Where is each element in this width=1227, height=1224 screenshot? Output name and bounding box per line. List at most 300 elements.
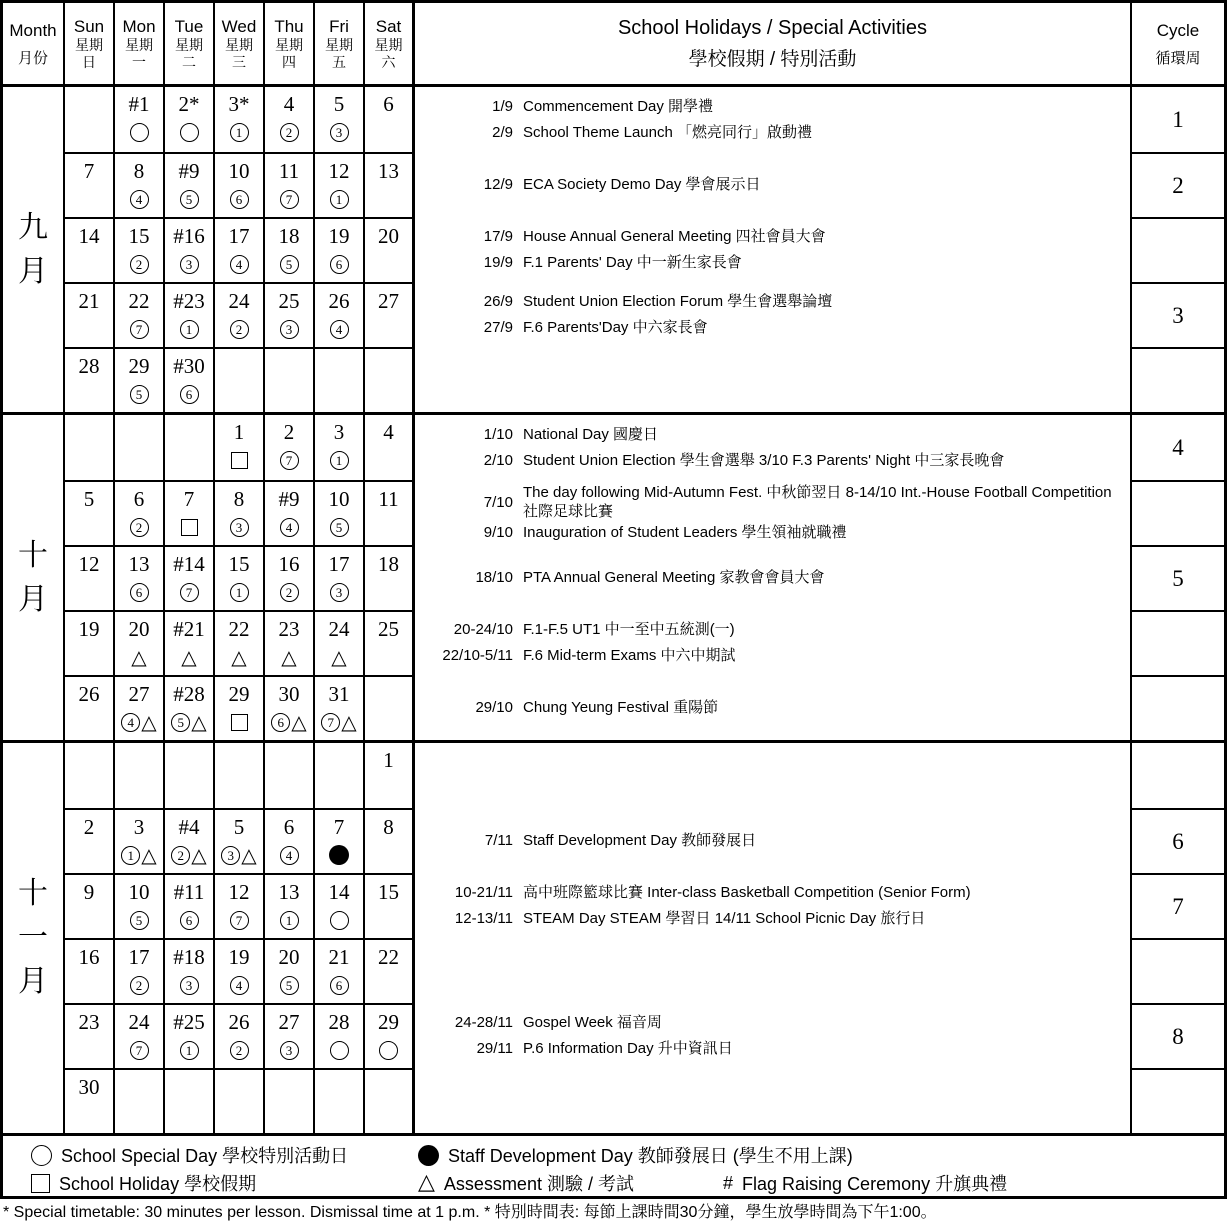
day-cell	[115, 347, 165, 412]
cycle-cell: 5	[1132, 545, 1224, 610]
cycle-cell	[1132, 610, 1224, 675]
circled-number-icon: 3	[180, 976, 199, 995]
day-number: 2	[83, 815, 95, 839]
day-symbols	[330, 316, 349, 342]
day-symbols	[280, 447, 299, 473]
legend	[3, 1133, 1224, 1196]
day-number: 26	[78, 682, 100, 706]
day-cell	[215, 282, 265, 347]
day-cell	[115, 87, 165, 152]
event-date: 26/9	[483, 292, 513, 310]
day-cell	[165, 610, 215, 675]
day-cell	[265, 873, 315, 938]
event-row	[415, 425, 1130, 444]
day-cell	[65, 1003, 115, 1068]
day-symbols	[130, 119, 149, 145]
event-row	[415, 568, 1130, 587]
circled-number-icon: 2	[280, 583, 299, 602]
events-cell	[415, 415, 1132, 740]
day-number: 15	[128, 224, 150, 248]
event-text: Student Union Election 學生會選舉 3/10 F.3 Parents' Night 中三家長晚會	[523, 452, 1005, 470]
day-number: 12	[78, 552, 100, 576]
month-label-char: 月	[18, 965, 48, 998]
square-icon	[181, 519, 198, 536]
day-symbols	[330, 447, 349, 473]
day-symbols	[280, 1037, 299, 1063]
month-column-header	[3, 3, 65, 84]
day-symbols	[130, 907, 149, 933]
day-cell	[215, 938, 265, 1003]
event-date: 29/10	[475, 698, 513, 716]
day-number: 27	[128, 682, 150, 706]
event-text: F.6 Mid-term Exams 中六中期試	[523, 647, 736, 665]
day-header-thu	[265, 3, 315, 84]
day-cell	[315, 545, 365, 610]
day-number: 29	[378, 1010, 399, 1034]
day-header-zh: 星期	[75, 36, 103, 53]
day-symbols	[171, 709, 206, 735]
day-number: 9	[83, 880, 95, 904]
circled-number-icon: 7	[180, 583, 199, 602]
legend-label: School Holiday 學校假期	[59, 1174, 257, 1194]
day-number: 5	[333, 92, 345, 116]
day-cell	[265, 938, 315, 1003]
circled-number-icon: 4	[330, 320, 349, 339]
event-date: 1/10	[483, 425, 513, 443]
day-cell	[65, 282, 115, 347]
day-cell	[265, 545, 315, 610]
day-cell	[65, 610, 115, 675]
legend-school-special-day	[31, 1142, 348, 1168]
cycle-header-zh: 循環周	[1155, 49, 1201, 67]
day-cell	[315, 282, 365, 347]
staff-development-day-icon	[418, 1145, 439, 1166]
day-cell	[365, 808, 415, 873]
day-number: 29	[228, 682, 250, 706]
event-date: 7/11	[484, 831, 513, 849]
day-cell	[65, 873, 115, 938]
day-symbols	[280, 514, 299, 540]
day-symbols	[130, 972, 149, 998]
event-text: 高中班際籃球比賽 Inter-class Basketball Competition (Senior Form)	[523, 883, 971, 901]
day-number: 21	[78, 289, 100, 313]
day-number: 10	[128, 880, 150, 904]
day-number: 24	[128, 1010, 150, 1034]
month-header-en: Month	[9, 20, 57, 40]
day-number: 12	[228, 880, 250, 904]
circled-number-icon: 5	[130, 911, 149, 930]
day-cell	[365, 152, 415, 217]
circled-number-icon: 5	[130, 385, 149, 404]
day-cell	[315, 87, 365, 152]
day-number: 25	[378, 617, 399, 641]
day-number: 7	[333, 815, 345, 839]
event-row	[415, 227, 1130, 246]
legend-label: Staff Development Day 教師發展日 (學生不用上課)	[448, 1146, 853, 1166]
day-number: 6	[383, 92, 394, 116]
circled-number-icon: 1	[230, 583, 249, 602]
day-symbols	[230, 514, 249, 540]
circled-number-icon: 2	[230, 1041, 249, 1060]
circled-number-icon: 1	[180, 320, 199, 339]
day-number: 16	[278, 552, 300, 576]
day-cell	[365, 282, 415, 347]
day-cell	[315, 808, 365, 873]
legend-flag-raising	[723, 1170, 1007, 1196]
day-cell	[215, 545, 265, 610]
day-cell	[215, 675, 265, 740]
day-number: 15	[378, 880, 399, 904]
day-header-wed	[215, 3, 265, 84]
filled-circle-icon	[418, 1145, 439, 1166]
day-number: 18	[278, 224, 300, 248]
event-row	[415, 318, 1130, 337]
day-header-sun	[65, 3, 115, 84]
day-number: 6	[283, 815, 295, 839]
day-number: #23	[173, 289, 205, 313]
day-number: 1	[233, 420, 245, 444]
day-number: 28	[328, 1010, 350, 1034]
events-row-band	[415, 873, 1130, 938]
event-date: 20-24/10	[453, 620, 513, 638]
day-cell	[215, 610, 265, 675]
day-symbols	[130, 316, 149, 342]
day-number: 23	[278, 617, 300, 641]
day-symbols	[230, 316, 249, 342]
event-row	[415, 451, 1130, 470]
day-header-tue	[165, 3, 215, 84]
day-symbols	[181, 644, 196, 670]
day-cell	[65, 938, 115, 1003]
triangle-icon: △	[241, 843, 257, 867]
circled-number-icon: 3	[330, 123, 349, 142]
circled-number-icon: 6	[180, 911, 199, 930]
legend-label: Assessment 測驗 / 考試	[443, 1174, 634, 1194]
day-symbols	[280, 316, 299, 342]
event-date: 17/9	[483, 227, 513, 245]
event-date: 12/9	[483, 175, 513, 193]
circled-number-icon: 4	[121, 713, 140, 732]
event-text: Gospel Week 福音周	[523, 1013, 662, 1031]
triangle-icon: △	[291, 710, 307, 734]
day-symbols	[180, 251, 199, 277]
events-column-header	[415, 3, 1132, 84]
event-text: Inauguration of Student Leaders 學生領袖就職禮	[523, 523, 847, 541]
day-symbols	[130, 1037, 149, 1063]
day-symbols	[131, 644, 146, 670]
day-symbols	[230, 119, 249, 145]
day-symbols	[180, 1037, 199, 1063]
day-symbols	[230, 186, 249, 212]
day-number: 14	[78, 224, 100, 248]
day-number: 17	[228, 224, 250, 248]
day-cell	[165, 87, 215, 152]
day-cell	[65, 1068, 115, 1133]
day-number: 24	[328, 617, 350, 641]
day-cell	[265, 152, 315, 217]
events-cell	[415, 87, 1132, 412]
cycle-cell	[1132, 480, 1224, 545]
circled-number-icon: 1	[330, 451, 349, 470]
day-number: 11	[378, 487, 399, 511]
day-symbols	[230, 907, 249, 933]
day-symbols	[280, 186, 299, 212]
event-text: Student Union Election Forum 學生會選舉論壇	[523, 292, 833, 310]
triangle-icon: △	[418, 1170, 435, 1195]
day-header-zh: 二	[182, 53, 196, 70]
day-cell	[165, 743, 215, 808]
day-header-en: Fri	[329, 16, 349, 36]
day-number: 16	[78, 945, 100, 969]
day-cell	[115, 1068, 165, 1133]
day-symbols	[280, 842, 299, 868]
day-cell	[315, 610, 365, 675]
circled-number-icon: 7	[321, 713, 340, 732]
event-text: School Theme Launch 「燃亮同行」啟動禮	[523, 124, 812, 142]
events-row-band	[415, 347, 1130, 412]
day-symbols	[330, 514, 349, 540]
square-icon	[31, 1174, 50, 1193]
events-row-band	[415, 610, 1130, 675]
day-symbols	[130, 186, 149, 212]
day-symbols	[130, 579, 149, 605]
day-cell	[265, 415, 315, 480]
day-cell	[115, 545, 165, 610]
day-header-en: Tue	[174, 16, 204, 36]
day-symbols	[221, 842, 256, 868]
event-date: 12-13/11	[454, 910, 513, 928]
day-cell	[265, 282, 315, 347]
day-header-fri	[315, 3, 365, 84]
event-row	[415, 909, 1130, 928]
day-symbols	[281, 644, 296, 670]
day-cell	[265, 675, 315, 740]
event-row	[415, 831, 1130, 850]
day-header-zh: 星期	[325, 36, 353, 53]
circled-number-icon: 4	[130, 190, 149, 209]
day-cell	[165, 152, 215, 217]
day-number: #25	[173, 1010, 205, 1034]
day-symbols	[230, 972, 249, 998]
day-cell	[315, 347, 365, 412]
day-cell	[265, 347, 315, 412]
event-text: PTA Annual General Meeting 家教會會員大會	[523, 568, 825, 586]
day-cell	[215, 217, 265, 282]
flag-raising-icon: #	[723, 1172, 734, 1193]
day-number: 24	[228, 289, 250, 313]
day-number: 10	[328, 487, 350, 511]
day-symbols	[330, 972, 349, 998]
events-row-band	[415, 1068, 1130, 1133]
day-cell	[365, 675, 415, 740]
day-number: 15	[228, 552, 250, 576]
day-header-mon	[115, 3, 165, 84]
day-cell	[115, 808, 165, 873]
month-label-char: 月	[18, 254, 48, 288]
circled-number-icon: 7	[280, 451, 299, 470]
day-cell	[215, 743, 265, 808]
day-cell	[65, 152, 115, 217]
circled-number-icon: 6	[330, 976, 349, 995]
event-text: F.1-F.5 UT1 中一至中五統測(一)	[523, 620, 735, 638]
cycle-column-header	[1132, 3, 1224, 84]
day-symbols	[130, 251, 149, 277]
event-text: The day following Mid-Autumn Fest. 中秋節翌日 8-14/10 Int.-House Football Competition 社際足球比賽	[523, 484, 1112, 521]
day-cell	[215, 87, 265, 152]
day-cell	[215, 1003, 265, 1068]
day-symbols	[180, 119, 199, 145]
day-cell	[165, 415, 215, 480]
triangle-icon: △	[341, 710, 357, 734]
day-number: 13	[378, 159, 399, 183]
day-number: 8	[133, 159, 145, 183]
day-number: 6	[133, 487, 145, 511]
events-header-en: School Holidays / Special Activities	[617, 17, 928, 39]
day-cell	[265, 217, 315, 282]
circled-number-icon: 6	[130, 583, 149, 602]
day-number: 19	[228, 945, 250, 969]
event-text: F.6 Parents'Day 中六家長會	[523, 319, 708, 337]
day-symbols	[280, 251, 299, 277]
triangle-icon: △	[281, 645, 297, 669]
month-label-char: 月	[18, 582, 48, 616]
day-cell	[165, 1068, 215, 1133]
event-date: 1/9	[492, 97, 513, 115]
day-number: 4	[283, 92, 295, 116]
day-cell	[315, 938, 365, 1003]
day-cell	[115, 282, 165, 347]
calendar-body	[3, 87, 1224, 1133]
day-number: 7	[183, 487, 195, 511]
event-text: House Annual General Meeting 四社會員大會	[523, 227, 826, 245]
day-header-zh: 日	[82, 53, 96, 70]
events-row-band	[415, 282, 1130, 347]
legend-label: Flag Raising Ceremony 升旗典禮	[742, 1174, 1008, 1194]
circled-number-icon: 6	[180, 385, 199, 404]
day-number: 13	[128, 552, 150, 576]
day-number: 30	[278, 682, 300, 706]
circled-number-icon: 6	[230, 190, 249, 209]
event-date: 27/9	[483, 319, 513, 337]
circled-number-icon: 7	[230, 911, 249, 930]
day-symbols	[180, 316, 199, 342]
day-cell	[365, 415, 415, 480]
circled-number-icon: 5	[171, 713, 190, 732]
day-cell	[65, 415, 115, 480]
day-number: 27	[278, 1010, 300, 1034]
cycle-header-en: Cycle	[1156, 20, 1200, 40]
day-symbols	[379, 1037, 398, 1063]
circled-number-icon: 7	[130, 320, 149, 339]
cycle-cell: 4	[1172, 434, 1184, 460]
day-number: 2*	[178, 92, 200, 116]
event-date: 10-21/11	[454, 883, 513, 901]
day-cell	[165, 217, 215, 282]
day-cell	[315, 1003, 365, 1068]
day-number: 30	[78, 1075, 100, 1099]
event-row	[415, 1013, 1130, 1032]
events-header-zh: 學校假期 / 特別活動	[688, 49, 857, 70]
day-symbols	[121, 709, 156, 735]
circled-number-icon: 4	[280, 518, 299, 537]
square-icon	[231, 452, 248, 469]
day-cell	[365, 743, 415, 808]
day-number: 1	[383, 748, 394, 772]
day-cell	[165, 873, 215, 938]
day-number: 17	[128, 945, 150, 969]
event-date: 22/10-5/11	[442, 647, 513, 665]
day-symbols	[330, 251, 349, 277]
day-number: 8	[233, 487, 245, 511]
events-row-band	[415, 415, 1130, 480]
event-date: 9/10	[483, 523, 513, 541]
day-symbols	[180, 972, 199, 998]
month-label-char: 十	[18, 538, 48, 572]
day-cell	[215, 347, 265, 412]
event-row	[415, 523, 1130, 542]
day-number: 17	[328, 552, 350, 576]
day-header-zh: 六	[381, 53, 396, 70]
day-cell	[365, 87, 415, 152]
circled-number-icon: 1	[280, 911, 299, 930]
day-number: #18	[173, 945, 205, 969]
circle-icon	[379, 1041, 398, 1060]
calendar-header-row	[3, 3, 1224, 87]
cycle-cell: 1	[1172, 106, 1184, 132]
day-symbols	[231, 644, 246, 670]
day-number: 10	[228, 159, 250, 183]
day-cell	[165, 938, 215, 1003]
day-number: 14	[328, 880, 350, 904]
day-header-zh: 星期	[275, 36, 303, 53]
day-cell	[365, 545, 415, 610]
day-cell	[265, 1003, 315, 1068]
day-symbols	[280, 579, 299, 605]
event-row	[415, 646, 1130, 665]
day-cell	[365, 347, 415, 412]
day-symbols	[180, 186, 199, 212]
day-cell	[215, 480, 265, 545]
event-date: 7/10	[483, 493, 513, 511]
circled-number-icon: 2	[280, 123, 299, 142]
circled-number-icon: 4	[230, 976, 249, 995]
day-cell	[315, 873, 365, 938]
day-header-en: Mon	[122, 16, 156, 36]
day-number: 4	[383, 420, 394, 444]
day-number: 25	[278, 289, 300, 313]
day-number: #11	[173, 880, 205, 904]
day-cell	[365, 1068, 415, 1133]
day-number: 29	[128, 354, 150, 378]
day-symbols	[171, 842, 206, 868]
event-text: National Day 國慶日	[523, 425, 659, 443]
triangle-icon: △	[141, 710, 157, 734]
circled-number-icon: 2	[130, 976, 149, 995]
day-symbols	[280, 972, 299, 998]
day-number: 13	[278, 880, 300, 904]
circle-icon	[330, 911, 349, 930]
day-number: 11	[278, 159, 300, 183]
day-symbols	[230, 251, 249, 277]
circled-number-icon: 5	[330, 518, 349, 537]
day-header-en: Wed	[221, 16, 257, 36]
event-date: 18/10	[475, 568, 513, 586]
event-row	[415, 698, 1130, 717]
day-cell	[265, 480, 315, 545]
event-date: 19/9	[483, 254, 513, 272]
cycle-cell	[1132, 743, 1224, 808]
day-number: #9	[178, 159, 200, 183]
